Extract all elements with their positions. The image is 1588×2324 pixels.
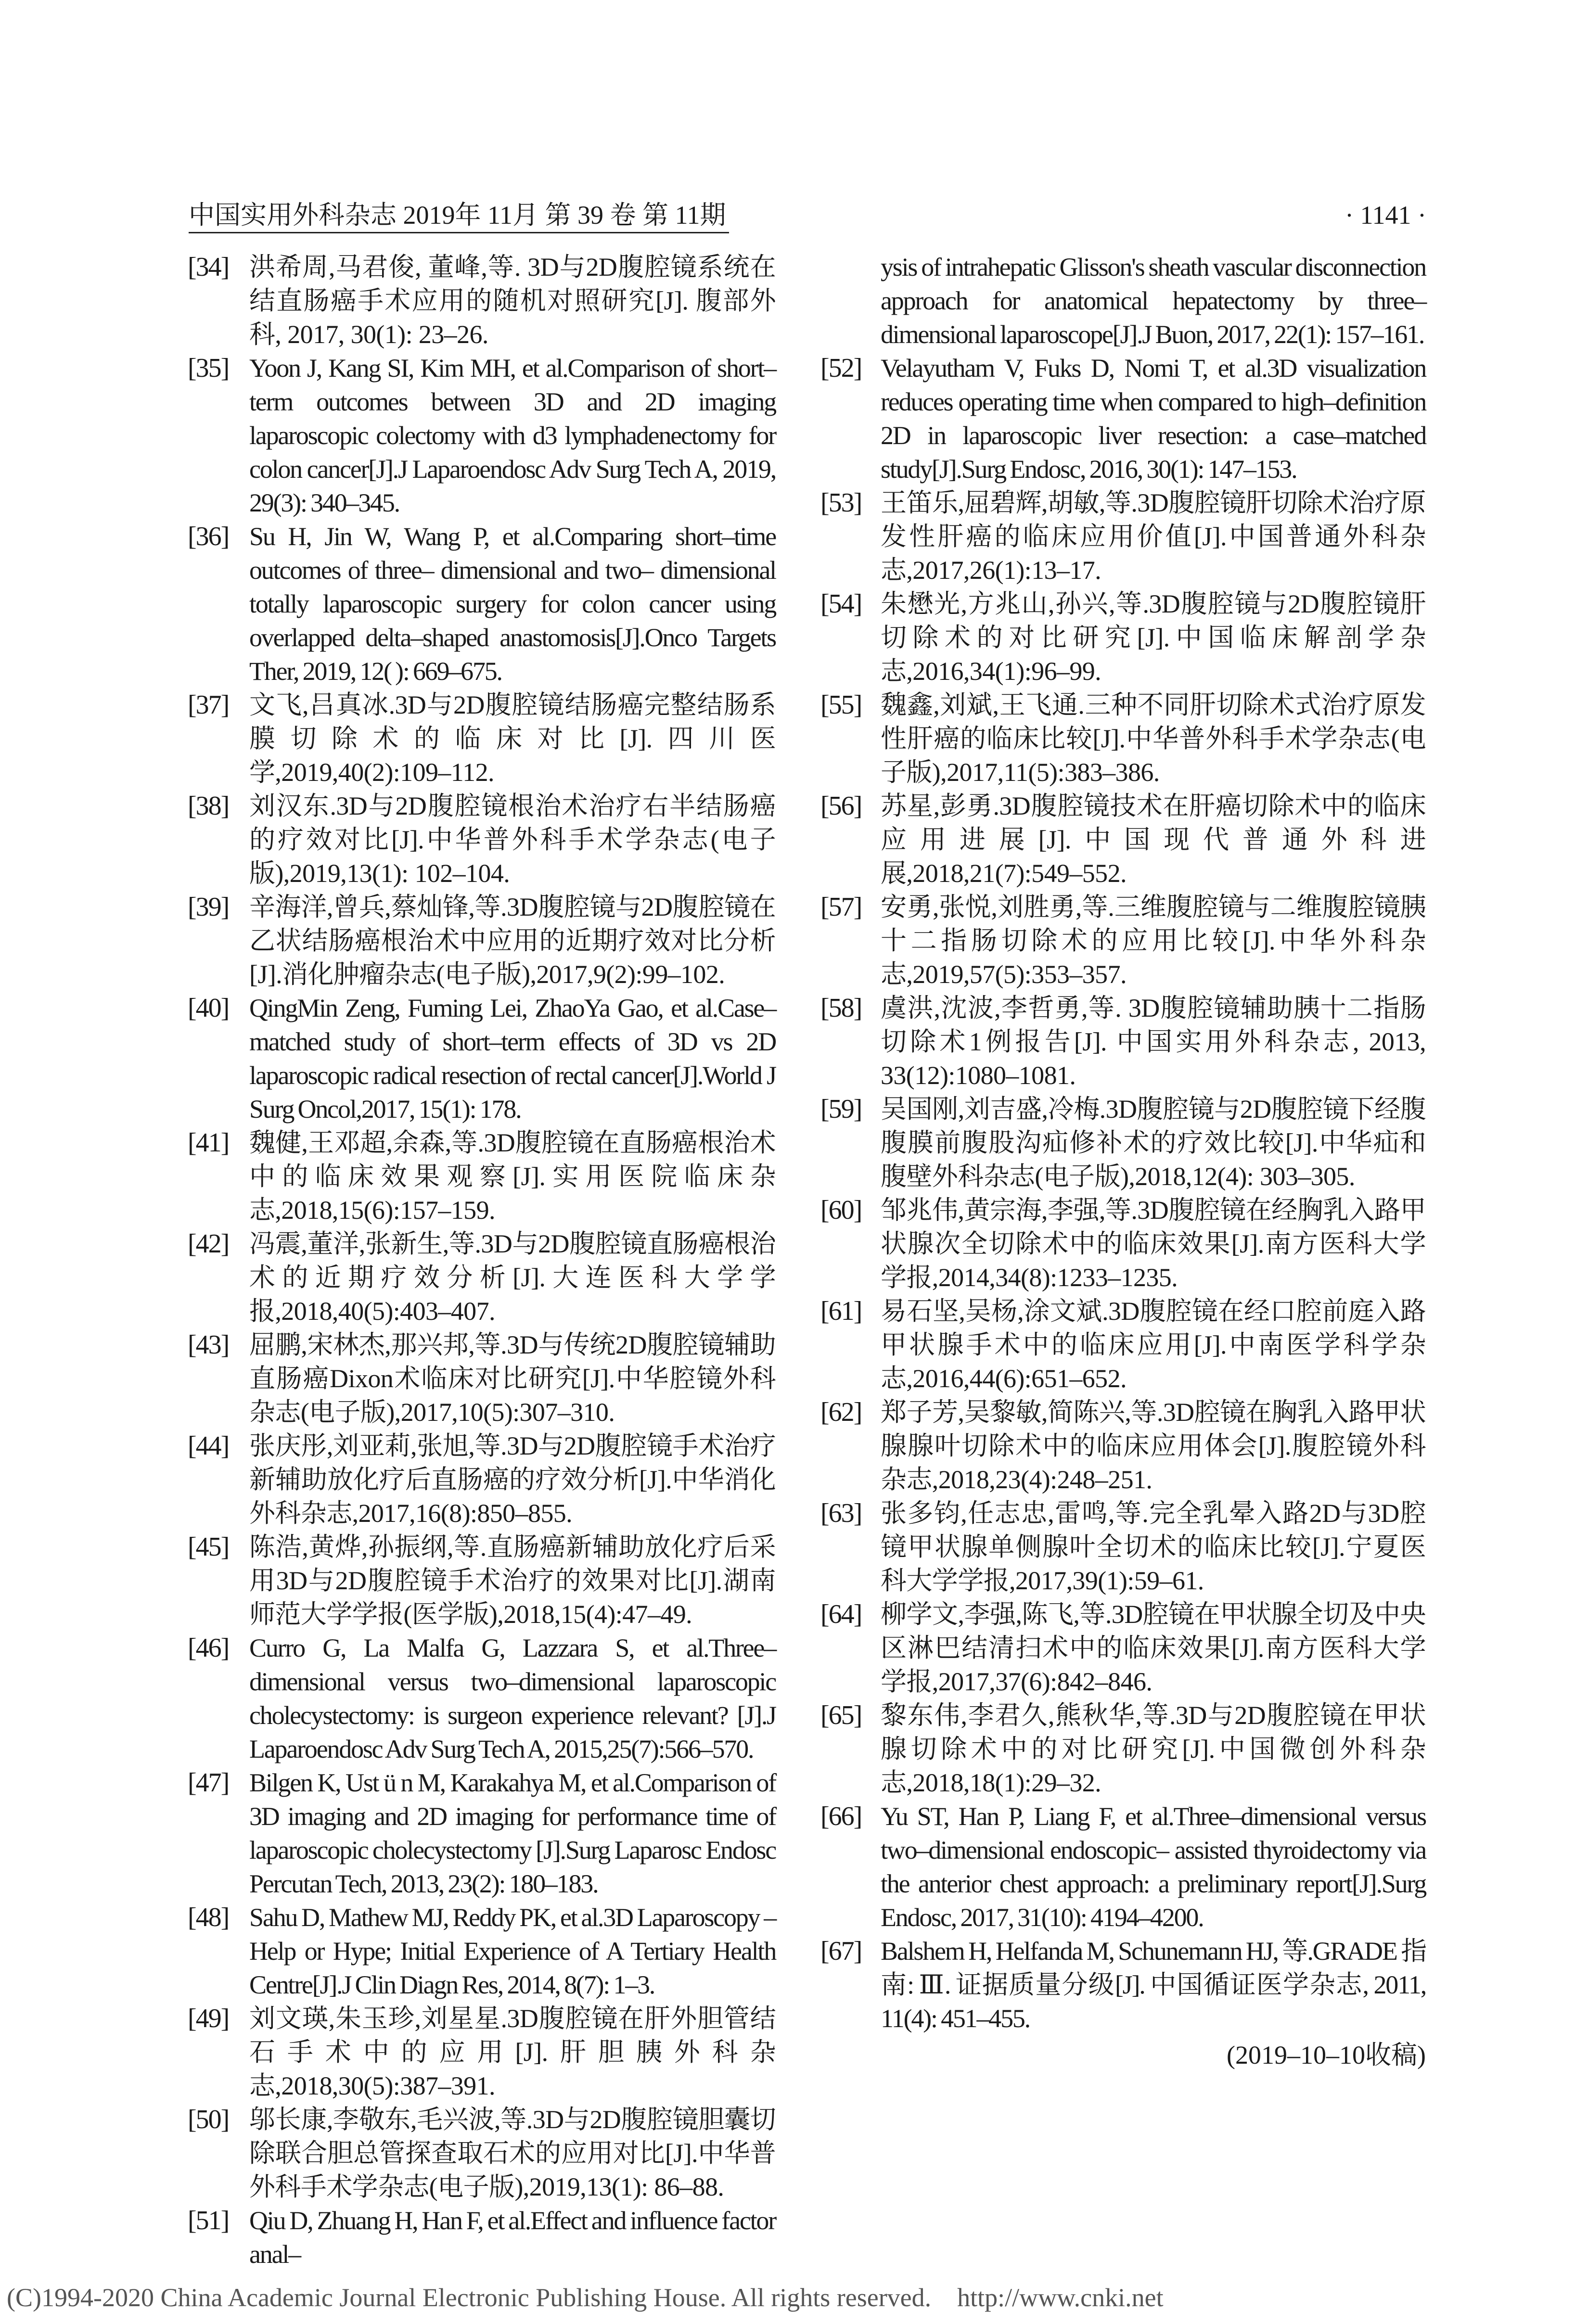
reference-text: 苏星,彭勇.3D腹腔镜技术在肝癌切除术中的临床应用进展[J].中国现代普通外科进展,2018,21(7):549–552. bbox=[881, 792, 1426, 888]
reference-text: 陈浩,黄烨,孙振纲,等.直肠癌新辅助放化疗后采用3D与2D腹腔镜手术治疗的效果对比[J].湖南师范大学学报(医学版),2018,15(4):47–49. bbox=[249, 1532, 776, 1629]
reference-item bbox=[820, 890, 1426, 991]
reference-item bbox=[820, 1934, 1426, 2035]
reference-text: 虞洪,沈波,李哲勇,等. 3D腹腔镜辅助胰十二指肠切除术1例报告[J]. 中国实用外科杂志, 2013, 33(12):1080–1081. bbox=[881, 994, 1426, 1090]
reference-text: Su H, Jin W, Wang P, et al.Comparing short–time outcomes of three– dimensional and two– dimensional totally laparoscopic surgery for colon cancer using overlapped delta–shaped anastomosis[J].Onco Targets Ther, 2019, 12( ): 669–675. bbox=[249, 522, 776, 686]
reference-text: 辛海洋,曾兵,蔡灿锋,等.3D腹腔镜与2D腹腔镜在乙状结肠癌根治术中应用的近期疗效对比分析[J].消化肿瘤杂志(电子版),2017,9(2):99–102. bbox=[249, 893, 776, 989]
reference-number: [58] bbox=[820, 993, 862, 1023]
reference-item bbox=[188, 1631, 776, 1766]
reference-item bbox=[820, 1395, 1426, 1496]
reference-continuation: ysis of intrahepatic Glisson's sheath vascular disconnection approach for anatomical hepatectomy by three–dimensional laparoscope[J].J Buon, 2017, 22(1): 157–161. bbox=[881, 253, 1426, 349]
reference-text: 邬长康,李敬东,毛兴波,等.3D与2D腹腔镜胆囊切除联合胆总管探查取石术的应用对比[J].中华普外科手术学杂志(电子版),2019,13(1): 86–88. bbox=[249, 2105, 776, 2201]
reference-text: 王笛乐,屈碧辉,胡敏,等.3D腹腔镜肝切除术治疗原发性肝癌的临床应用价值[J].中国普通外科杂志,2017,26(1):13–17. bbox=[881, 488, 1426, 585]
reference-text: 安勇,张悦,刘胜勇,等.三维腹腔镜与二维腹腔镜胰十二指肠切除术的应用比较[J].中华外科杂志,2019,57(5):353–357. bbox=[881, 893, 1426, 989]
reference-item bbox=[820, 1698, 1426, 1800]
reference-number: [42] bbox=[188, 1229, 229, 1259]
reference-number: [48] bbox=[188, 1903, 229, 1932]
reference-number: [38] bbox=[188, 791, 229, 821]
reference-number: [43] bbox=[188, 1330, 229, 1360]
reference-number: [41] bbox=[188, 1128, 229, 1158]
reference-text: Bilgen K, Ust ü n M, Karakahya M, et al.Comparison of 3D imaging and 2D imaging for performance time of laparoscopic cholecystectomy [J].Surg Laparosc Endosc Percutan Tech, 2013, 23(2): 180–183. bbox=[249, 1768, 776, 1898]
reference-text: 吴国刚,刘吉盛,冷梅.3D腹腔镜与2D腹腔镜下经腹腹膜前腹股沟疝修补术的疗效比较[J].中华疝和腹壁外科杂志(电子版),2018,12(4): 303–305. bbox=[881, 1095, 1426, 1191]
reference-number: [44] bbox=[188, 1431, 229, 1461]
reference-number: [47] bbox=[188, 1768, 229, 1798]
references-left-column bbox=[188, 250, 776, 2271]
reference-list bbox=[820, 351, 1426, 2035]
reference-text: 洪希周,马君俊, 董峰,等. 3D与2D腹腔镜系统在结直肠癌手术应用的随机对照研究[J]. 腹部外科, 2017, 30(1): 23–26. bbox=[249, 253, 776, 349]
reference-number: [40] bbox=[188, 993, 229, 1023]
copyright-footer bbox=[7, 2281, 1588, 2324]
reference-text: 文飞,吕真冰.3D与2D腹腔镜结肠癌完整结肠系膜切除术的临床对比[J].四川医学,2019,40(2):109–112. bbox=[249, 690, 776, 787]
reference-item bbox=[188, 1126, 776, 1227]
reference-item bbox=[188, 1429, 776, 1530]
cnki-url: http://www.cnki.net bbox=[957, 2283, 1164, 2312]
reference-text: 魏鑫,刘斌,王飞通.三种不同肝切除术式治疗原发性肝癌的临床比较[J].中华普外科手术学杂志(电子版),2017,11(5):383–386. bbox=[881, 690, 1426, 787]
reference-item bbox=[820, 486, 1426, 587]
reference-number: [66] bbox=[820, 1801, 862, 1831]
reference-text: Sahu D, Mathew MJ, Reddy PK, et al.3D Laparoscopy – Help or Hype; Initial Experience of A Tertiary Health Centre[J].J Clin Diagn Res, 2014, 8(7): 1–3. bbox=[249, 1903, 776, 1999]
reference-text: QingMin Zeng, Fuming Lei, ZhaoYa Gao, et al.Case–matched study of short–term effects of 3D vs 2D laparoscopic radical resection of rectal cancer[J].World J Surg Oncol,2017, 15(1): 178. bbox=[249, 994, 776, 1124]
reference-item bbox=[188, 351, 776, 520]
reference-number: [64] bbox=[820, 1599, 862, 1629]
reference-item bbox=[188, 1530, 776, 1631]
reference-item bbox=[188, 991, 776, 1126]
reference-number: [65] bbox=[820, 1700, 862, 1730]
reference-number: [37] bbox=[188, 690, 229, 720]
reference-text: 黎东伟,李君久,熊秋华,等.3D与2D腹腔镜在甲状腺切除术中的对比研究[J].中国微创外科杂志,2018,18(1):29–32. bbox=[881, 1701, 1426, 1797]
reference-item bbox=[188, 2002, 776, 2103]
reference-item bbox=[188, 1901, 776, 2002]
reference-item bbox=[820, 1597, 1426, 1698]
reference-item bbox=[820, 1294, 1426, 1395]
reference-text: 魏健,王邓超,余森,等.3D腹腔镜在直肠癌根治术中的临床效果观察[J].实用医院临床杂志,2018,15(6):157–159. bbox=[249, 1128, 776, 1225]
reference-number: [45] bbox=[188, 1532, 229, 1562]
reference-text: 朱懋光,方兆山,孙兴,等.3D腹腔镜与2D腹腔镜肝切除术的对比研究[J].中国临床解剖学杂志,2016,34(1):96–99. bbox=[881, 589, 1426, 686]
reference-item bbox=[188, 250, 776, 351]
reference-item bbox=[820, 688, 1426, 789]
reference-number: [50] bbox=[188, 2105, 229, 2134]
copyright-text: (C)1994-2020 China Academic Journal Electronic Publishing House. All rights reserved. bbox=[7, 2283, 932, 2312]
reference-text: Velayutham V, Fuks D, Nomi T, et al.3D visualization reduces operating time when compared to high–definition 2D in laparoscopic liver resection: a case–matched study[J].Surg Endosc, 2016, 30(1): 147–153. bbox=[881, 354, 1426, 484]
reference-item bbox=[188, 520, 776, 688]
reference-number: [63] bbox=[820, 1498, 862, 1528]
reference-number: [53] bbox=[820, 488, 862, 518]
reference-text: 刘文瑛,朱玉珍,刘星星.3D腹腔镜在肝外胆管结石手术中的应用[J].肝胆胰外科杂志,2018,30(5):387–391. bbox=[249, 2004, 776, 2100]
reference-text: 郑子芳,吴黎敏,简陈兴,等.3D腔镜在胸乳入路甲状腺腺叶切除术中的临床应用体会[J].腹腔镜外科杂志,2018,23(4):248–251. bbox=[881, 1398, 1426, 1494]
reference-number: [57] bbox=[820, 892, 862, 922]
reference-text: 冯震,董洋,张新生,等.3D与2D腹腔镜直肠癌根治术的近期疗效分析[J].大连医科大学学报,2018,40(5):403–407. bbox=[249, 1229, 776, 1326]
reference-number: [60] bbox=[820, 1195, 862, 1225]
reference-item bbox=[820, 991, 1426, 1092]
reference-text: Qiu D, Zhuang H, Han F, et al.Effect and influence factor anal– bbox=[249, 2206, 776, 2269]
reference-number: [46] bbox=[188, 1633, 229, 1663]
reference-item bbox=[820, 1193, 1426, 1294]
reference-item bbox=[188, 890, 776, 991]
references-right-column bbox=[820, 250, 1426, 2072]
page-number: · 1141 · bbox=[1345, 201, 1426, 230]
reference-number: [51] bbox=[188, 2206, 229, 2235]
reference-item bbox=[820, 1800, 1426, 1934]
reference-item bbox=[820, 351, 1426, 486]
reference-text: 刘汉东.3D与2D腹腔镜根治术治疗右半结肠癌的疗效对比[J].中华普外科手术学杂志(电子版),2019,13(1): 102–104. bbox=[249, 792, 776, 888]
reference-number: [35] bbox=[188, 353, 229, 383]
reference-number: [67] bbox=[820, 1936, 862, 1966]
reference-item bbox=[188, 2204, 776, 2271]
reference-item bbox=[188, 2103, 776, 2204]
reference-number: [49] bbox=[188, 2004, 229, 2033]
reference-text: Yoon J, Kang SI, Kim MH, et al.Comparison of short–term outcomes between 3D and 2D imaging laparoscopic colectomy with d3 lymphadenectomy for colon cancer[J].J Laparoendosc Adv Surg Tech A, 2019, 29(3): 340–345. bbox=[249, 354, 776, 517]
reference-number: [34] bbox=[188, 252, 229, 282]
reference-item bbox=[188, 1766, 776, 1901]
reference-number: [39] bbox=[188, 892, 229, 922]
reference-text: 张多钧,任志忠,雷鸣,等.完全乳晕入路2D与3D腔镜甲状腺单侧腺叶全切术的临床比较[J].宁夏医科大学学报,2017,39(1):59–61. bbox=[881, 1499, 1426, 1595]
reference-item bbox=[820, 587, 1426, 688]
reference-text: 易石坚,吴杨,涂文斌.3D腹腔镜在经口腔前庭入路甲状腺手术中的临床应用[J].中南医学科学杂志,2016,44(6):651–652. bbox=[881, 1297, 1426, 1393]
reference-text: Balshem H, Helfanda M, Schunemann HJ, 等.GRADE 指南: Ⅲ. 证据质量分级[J]. 中国循证医学杂志, 2011, 11(4): 451–455. bbox=[881, 1937, 1426, 2033]
reference-text: 张庆彤,刘亚莉,张旭,等.3D与2D腹腔镜手术治疗新辅助放化疗后直肠癌的疗效分析[J].中华消化外科杂志,2017,16(8):850–855. bbox=[249, 1431, 776, 1528]
reference-number: [61] bbox=[820, 1296, 862, 1326]
reference-text: 屈鹏,宋林杰,那兴邦,等.3D与传统2D腹腔镜辅助直肠癌Dixon术临床对比研究[J].中华腔镜外科杂志(电子版),2017,10(5):307–310. bbox=[249, 1330, 776, 1427]
running-header-journal: 中国实用外科杂志 2019年 11月 第 39 卷 第 11期 bbox=[189, 198, 729, 233]
running-header bbox=[189, 198, 1426, 232]
reference-item bbox=[820, 789, 1426, 890]
reference-number: [62] bbox=[820, 1397, 862, 1427]
reference-item bbox=[188, 789, 776, 890]
reference-text: Curro G, La Malfa G, Lazzara S, et al.Three–dimensional versus two–dimensional laparoscopic cholecystectomy: is surgeon experience relevant? [J].J Laparoendosc Adv Surg Tech A, 2015,25(7):566–570. bbox=[249, 1634, 776, 1763]
reference-item bbox=[188, 688, 776, 789]
reference-number: [55] bbox=[820, 690, 862, 720]
received-date: (2019–10–10收稿) bbox=[1227, 2041, 1426, 2069]
reference-item bbox=[820, 1496, 1426, 1597]
reference-text: Yu ST, Han P, Liang F, et al.Three–dimensional versus two–dimensional endoscopic– assisted thyroidectomy via the anterior chest approach: a preliminary report[J].Surg Endosc, 2017, 31(10): 4194–4200. bbox=[881, 1802, 1426, 1932]
reference-number: [52] bbox=[820, 353, 862, 383]
reference-number: [59] bbox=[820, 1094, 862, 1124]
reference-text: 柳学文,李强,陈飞,等.3D腔镜在甲状腺全切及中央区淋巴结清扫术中的临床效果[J].南方医科大学学报,2017,37(6):842–846. bbox=[881, 1600, 1426, 1696]
reference-number: [54] bbox=[820, 589, 862, 619]
reference-item bbox=[188, 1328, 776, 1429]
reference-item bbox=[188, 1227, 776, 1328]
reference-text: 邹兆伟,黄宗海,李强,等.3D腹腔镜在经胸乳入路甲状腺次全切除术中的临床效果[J].南方医科大学学报,2014,34(8):1233–1235. bbox=[881, 1196, 1426, 1292]
reference-number: [56] bbox=[820, 791, 862, 821]
reference-number: [36] bbox=[188, 522, 229, 551]
reference-columns bbox=[0, 250, 1588, 2271]
reference-item bbox=[820, 1092, 1426, 1193]
